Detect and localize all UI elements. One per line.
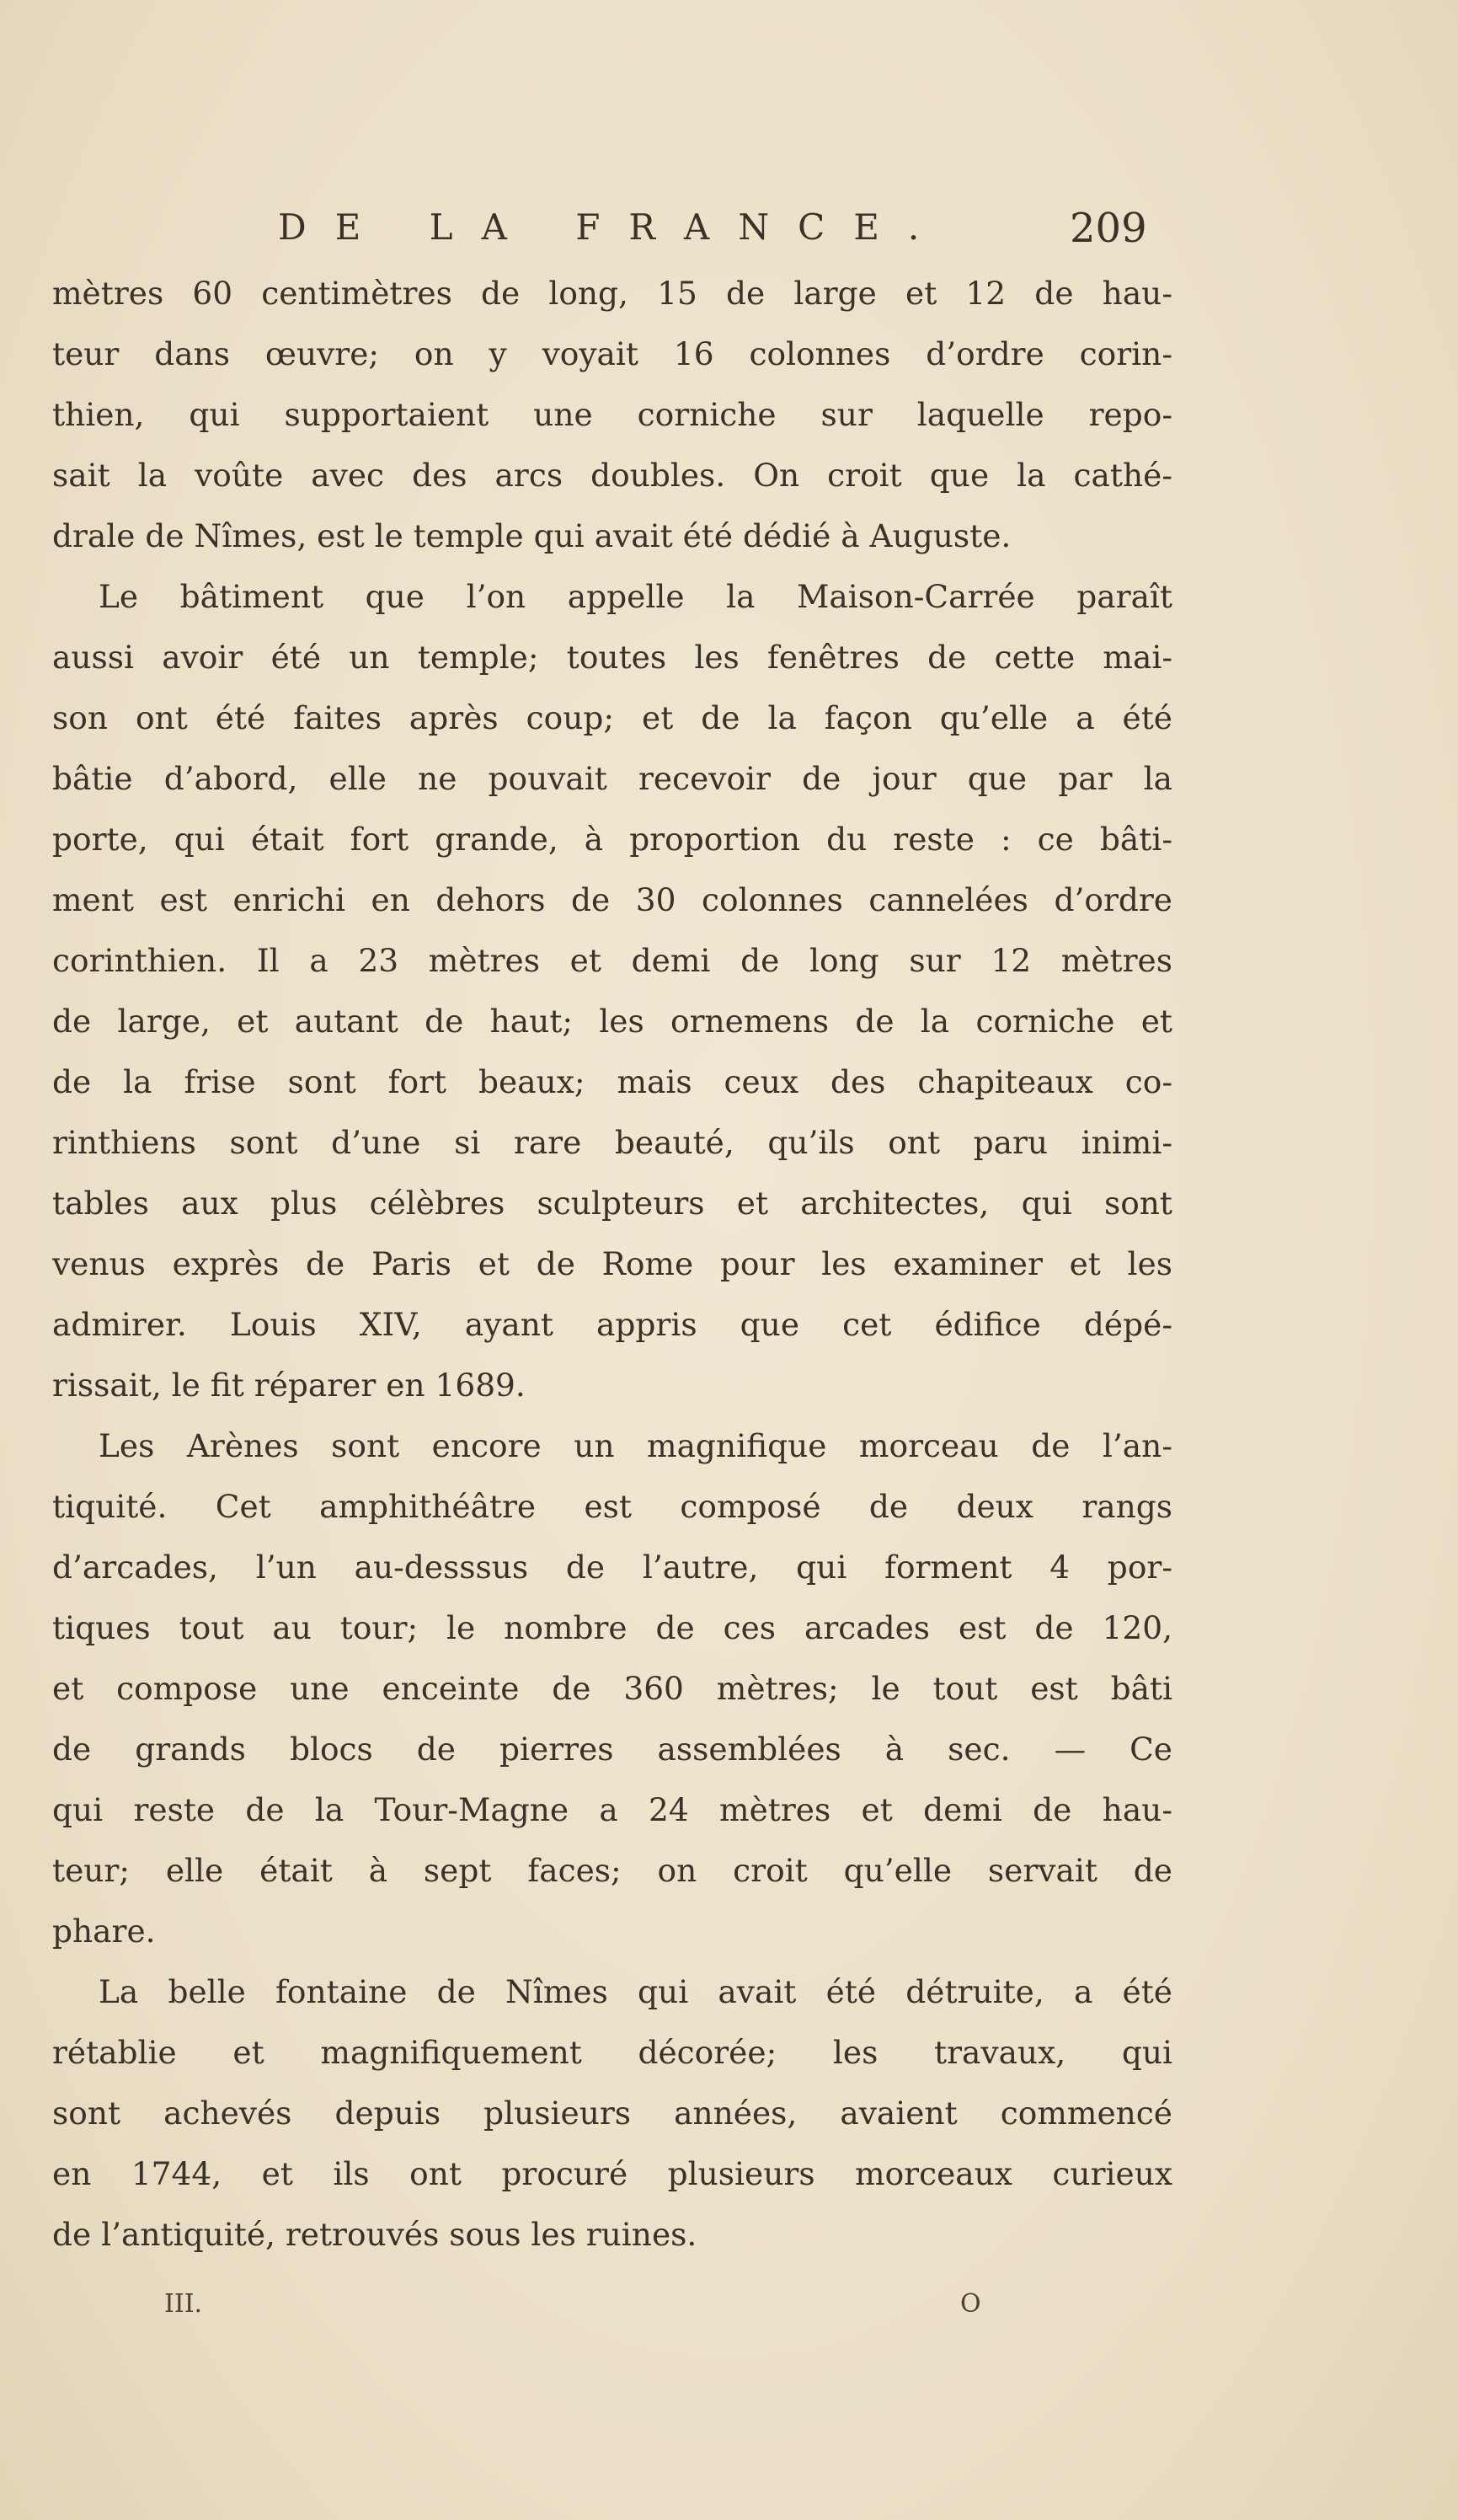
paragraph [52, 263, 1172, 566]
text-line: corinthien. Il a 23 mètres et demi de long sur 12 mètres [52, 942, 1172, 979]
text-line: tiques tout au tour; le nombre de ces arcades est de 120, [52, 1609, 1172, 1646]
text-line: La belle fontaine de Nîmes qui avait été détruite, a été [99, 1973, 1172, 2010]
text-line: aussi avoir été un temple; toutes les fenêtres de cette mai- [52, 639, 1172, 676]
paragraph [52, 566, 1172, 1415]
text-line: teur; elle était à sept faces; on croit qu’elle servait de [52, 1852, 1172, 1889]
text-line: admirer. Louis XIV, ayant appris que cet édifice dépé- [52, 1306, 1172, 1343]
text-line: ment est enrichi en dehors de 30 colonnes cannelées d’ordre [52, 881, 1172, 918]
signature-letter: O [960, 2289, 981, 2319]
page-number: 209 [1070, 205, 1147, 252]
text-line: et compose une enceinte de 360 mètres; le tout est bâti [52, 1670, 1172, 1707]
text-line: tables aux plus célèbres sculpteurs et architectes, qui sont [52, 1185, 1172, 1222]
signature-mark: III. [164, 2289, 203, 2319]
paragraph [52, 1961, 1172, 2265]
text-line: d’arcades, l’un au-desssus de l’autre, qui forment 4 por- [52, 1549, 1172, 1586]
text-line: mètres 60 centimètres de long, 15 de large et 12 de hau- [52, 275, 1172, 312]
text-line: en 1744, et ils ont procuré plusieurs morceaux curieux [52, 2155, 1172, 2192]
text-line: phare. [52, 1913, 156, 1950]
text-line: rinthiens sont d’une si rare beauté, qu’ils ont paru inimi- [52, 1124, 1172, 1161]
paragraph [52, 1415, 1172, 1961]
running-head [0, 206, 1458, 265]
text-line: de l’antiquité, retrouvés sous les ruines. [52, 2216, 697, 2253]
text-line: drale de Nîmes, est le temple qui avait été dédié à Auguste. [52, 517, 1012, 554]
text-line: bâtie d’abord, elle ne pouvait recevoir de jour que par la [52, 760, 1172, 797]
text-line: qui reste de la Tour-Magne a 24 mètres et demi de hau- [52, 1791, 1172, 1828]
text-line: de large, et autant de haut; les ornemens de la corniche et [52, 1003, 1172, 1040]
text-line: Les Arènes sont encore un magnifique morceau de l’an- [99, 1427, 1172, 1464]
text-line: de la frise sont fort beaux; mais ceux des chapiteaux co- [52, 1063, 1172, 1100]
text-line: son ont été faites après coup; et de la façon qu’elle a été [52, 699, 1172, 736]
text-line: tiquité. Cet amphithéâtre est composé de deux rangs [52, 1488, 1172, 1525]
text-line: sont achevés depuis plusieurs années, avaient commencé [52, 2095, 1172, 2132]
running-title: DE LA FRANCE. [278, 206, 948, 248]
text-line: porte, qui était fort grande, à proportion du reste : ce bâti- [52, 821, 1172, 858]
text-line: venus exprès de Paris et de Rome pour les examiner et les [52, 1245, 1172, 1282]
page-footer [0, 2289, 1458, 2340]
body-text [52, 263, 1172, 2265]
text-line: sait la voûte avec des arcs doubles. On croit que la cathé- [52, 457, 1172, 494]
text-line: rétablie et magnifiquement décorée; les travaux, qui [52, 2034, 1172, 2071]
text-line: thien, qui supportaient une corniche sur laquelle repo- [52, 396, 1172, 433]
text-line: teur dans œuvre; on y voyait 16 colonnes d’ordre corin- [52, 335, 1172, 372]
text-line: de grands blocs de pierres assemblées à sec. — Ce [52, 1731, 1172, 1768]
text-line: Le bâtiment que l’on appelle la Maison-Carrée paraît [99, 578, 1172, 615]
text-line: rissait, le fit réparer en 1689. [52, 1367, 526, 1404]
